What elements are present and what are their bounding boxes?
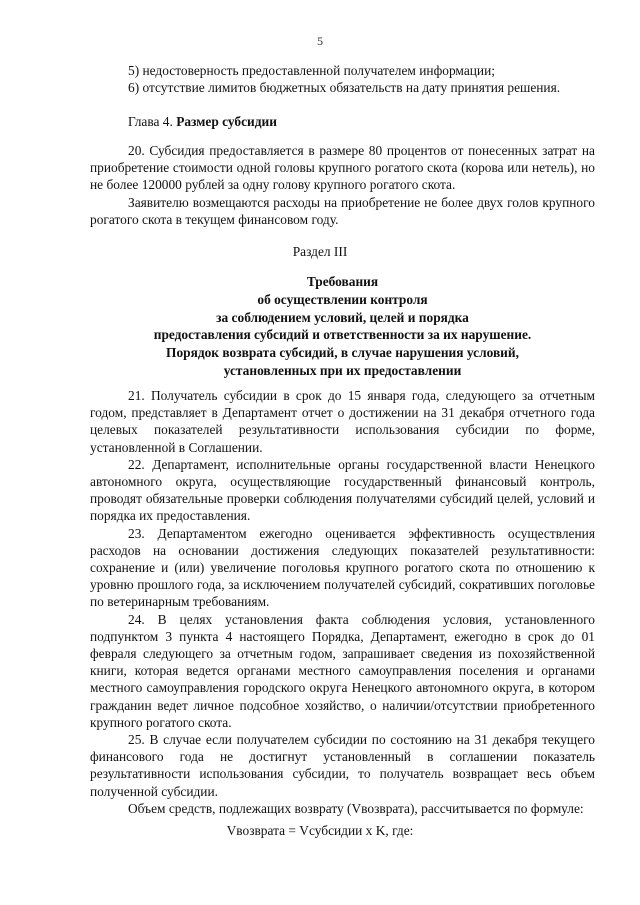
paragraph-volume: Объем средств, подлежащих возврату (Vвозврата), рассчитывается по формуле: bbox=[128, 800, 584, 816]
paragraph-24: 24. В целях установления факта соблюдения условия, установленного подпунктом 3 пункта 4 настоящего Порядка, Департамент, ежегодно в срок до 01 февраля следующего за отчетным годом, запрашивает сведения из похозяйственной книги, которая ведется органами местного самоуправления поселения и органами местного самоуправления городского округа Ненецкого автономного округа, в котором гражданин ведет личное подсобное хозяйство, о наличии/отсутствии приобретенного крупного рогатого скота. bbox=[90, 611, 595, 730]
heading-line: Порядок возврата субсидий, в случае нарушения условий, bbox=[166, 345, 519, 361]
heading-line: об осуществлении контроля bbox=[257, 291, 428, 307]
paragraph-20-extra: Заявителю возмещаются расходы на приобретение не более двух голов крупного рогатого скота в текущем финансовом году. bbox=[90, 194, 595, 227]
section-20 bbox=[90, 142, 595, 228]
list-item: 5) недостоверность предоставленной получателем информации; bbox=[128, 63, 495, 78]
paragraph-25: 25. В случае если получателем субсидии по состоянию на 31 декабря текущего финансового года не достигнут установленный в соглашении показатель результативности использования субсидии, то получатель возвращает весь объем полученной субсидии. bbox=[90, 732, 595, 799]
page-number: 5 bbox=[317, 34, 323, 48]
section-title: Раздел III bbox=[292, 244, 348, 259]
paragraph-23: 23. Департаментом ежегодно оценивается эффективность осуществления расходов на основании достижения следующих показателей результативности: сохранение и (или) увеличение поголовья крупного рогатого скота по отношению к уровню прошлого года, за исключением получателей субсидий, сокративших поголовье по ветеринарным требованиям. bbox=[90, 525, 595, 610]
requirements-heading bbox=[90, 273, 595, 380]
chapter-prefix: Глава 4. bbox=[128, 114, 177, 129]
paragraph-21: 21. Получатель субсидии в срок до 15 января года, следующего за отчетным годом, представляет в Департамент отчет о достижении на 31 декабря отчетного года целевых показателей результативности использования субсидии по форме, установленной в Соглашении. bbox=[90, 388, 595, 455]
main-body bbox=[90, 387, 595, 817]
heading-line: предоставления субсидий и ответственности за их нарушение. bbox=[153, 327, 532, 343]
heading-line: Требования bbox=[306, 274, 379, 289]
chapter-title: Размер субсидии bbox=[176, 114, 277, 129]
list-item: 6) отсутствие лимитов бюджетных обязательств на дату принятия решения. bbox=[128, 80, 561, 96]
heading-line: установленных при их предоставлении bbox=[223, 362, 462, 378]
list-items bbox=[90, 62, 595, 96]
chapter-heading bbox=[90, 113, 595, 130]
paragraph-22: 22. Департамент, исполнительные органы государственной власти Ненецкого автономного округа, осуществляющие государственный финансовый контроль, проводят обязательные проверки соблюдения получателями субсидий целей, условий и порядка их предоставления. bbox=[90, 456, 595, 524]
formula: Vвозврата = Vсубсидии x K, где: bbox=[226, 823, 414, 838]
heading-line: за соблюдением условий, целей и порядка bbox=[216, 309, 469, 325]
paragraph-20: 20. Субсидия предоставляется в размере 80 процентов от понесенных затрат на приобретение стоимости одной головы крупного рогатого скота (корова или нетель), но не более 120000 рублей за одну голову крупного рогатого скота. bbox=[90, 143, 595, 193]
